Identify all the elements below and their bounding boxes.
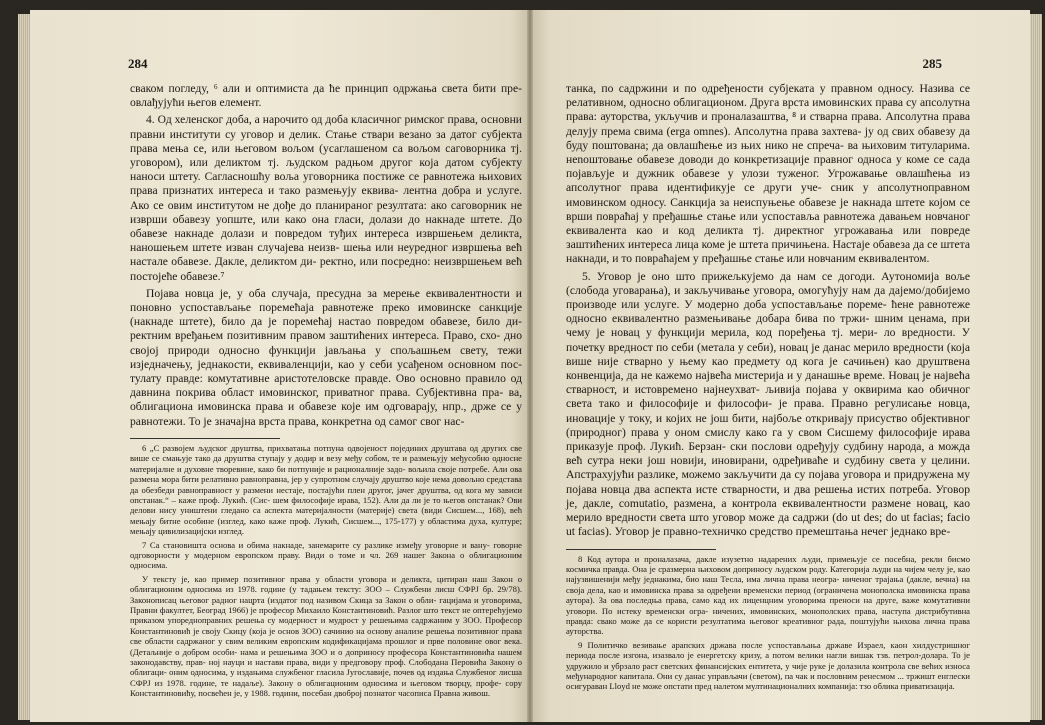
footnote: 8 Код аутора и проналазача, дакле изузетно надарених људи, примењује се посебна, рекли бисмо космичка правда. Она је сразмерна њиховом доприносу људском роду. Категорија људи на чијем челу је, као најузвишенији међу једнакима, био наш Тесла, има лична права неогра- ниченог трајања (дакле, вечна) на своја дела, као и имовинска права за одређени временски период (ограничена монополска имовинска права аутора). За ова последња права, само кад их лиценцним уговорима преноси на друге, важе комутативни уговори. По истеку временски огра- ничених, имовинских, монополских права, наступа дистрибутивна правда: свако може да се користи резултатима његовог креативног рада, поштујући њихова лична права ауторства. — [566, 553, 970, 637]
page-number: 284 — [128, 56, 148, 71]
footnote-divider — [566, 549, 716, 550]
left-page — [30, 10, 530, 722]
paragraph: 4. Од хеленског доба, а нарочито од доба класичног римског права, основни правни институти су уговор и делик. Стање ствари везано за датог субјекта права мења се, или његовом вољом (усаглашеном са вољом саговорника тј. уговором), или деликтом тј. људском радњом другог која датом субјекту наноси штету. Сагласношћу воља уговорника постиже се равнотежа њихових права признатих интереса и тако размењују еквива- лентна добра и услуге. Ако се овим институтом не дође до планираног резултата: ако саговорник не изврши обавезу уопште, или како она гласи, долази до накнаде штете. До обавезе накнаде долази и повредом туђих интереса извршењем деликта, наношењем штете изван случајева неизв- шења или неуредног извршења већ настале обавезе. Дакле, деликтом ди- ректно, или посредно: неизвршењем већ постојеће обавезе.⁷ — [130, 113, 522, 283]
paragraph: сваком погледу, ⁶ али и оптимиста да ће принцип одржања света бити пре- овлађујући његов елемент. — [130, 82, 522, 110]
footnote-divider — [130, 438, 280, 439]
footnote: 6 „С развојем људског друштва, прихватања потпуна одвојеност појединих друштава од других све више се смањује тако да друштва ступају у додир и везу међу собом, те и размењују међусобно односне материјалне и духовне творевине, како би потпуније и рационалније задо- вољила своје потребе. Али ова размена мора бити релативно равноправна, јер у супротном случају друштво које нема довољно средстава да обезбеди равноправност у размени нестаје, постајући плен другог, јачег друштва, од кога му зависи опстанак.“ – каже проф. Лукић. (Сис- шем философије ирава, 152). Али да ли је то његов опстанак? Ови делови нису уништени гледано са аспекта материјалности (материје) света (види Сисшем..., 168), већ мењају битне особине (изглед, како каже проф. Лукић, Сисшем..., 175-177) у областима духа, културе; мењају цивилизацијски изглед. — [130, 442, 522, 537]
page-number: 285 — [922, 56, 942, 71]
footnotes — [130, 443, 522, 699]
body-text — [566, 82, 970, 694]
book-gutter — [527, 10, 533, 722]
right-page — [530, 10, 1030, 722]
right-page-edge — [1030, 14, 1042, 720]
footnotes — [566, 554, 970, 692]
paragraph: Појава новца је, у оба случаја, пресудна за мерење еквивалентности и поновно успостављање поремећаја равнотеже преко имовинске санкције (накнаде штете), било да је поремећај настао повредом обавезе, било ди- ректним вређањем позитивним правом заштићених интереса. Право, схо- дно својој природи односно функцији јављања у спољашњем свету, тежи изједначењу, једнакости, еквиваленцији, као у себи усађеном основном пос- тулату правде: комутативне аристотеловске правде. Ово основно правило од давнина покрива област имовинског, приватног права. Субјективна пра- ва, облигациона имовинска права и обавезе које им одговарају, нпр., држе се у равнотежи. То је значајна врста права, конкретна од самог свог нас- — [130, 286, 522, 428]
body-text — [130, 82, 522, 701]
left-page-edge — [18, 14, 30, 720]
footnote: 7 Са становишта основа и обима накнаде, занемарите су разлике између уговорне и вану- говорне одговорности у модерном европском праву. Види о томе и чл. 269 нашег Закона о облигационим односима. — [130, 539, 522, 571]
footnote: У тексту је, као пример позитивног права у области уговора и деликта, цитиран наш Закон о облигационим односима из 1978. године (у тадањем тексту: ЗОО – Службени лисш СФРЈ бр. 29/78). Законописац његовог радног нацрта (издатог под називом Скица за Закон о обли- гацијама и уговорима, Правни факултет, Београд 1966) је професор Михаило Константиновић. Разлог што текст не оптерећујемо приказом упоредноправних решења су модерност и мудрост у решењима садржаним у ЗОО. Професор Константиновић је своју Скицу (која је основ ЗОО) сачинио на основу анализе решења позитивног права све области садржаног у свим великим европским кодификацијама прошлог и прве половине овог века. (Детаљније о добром особи- нама и решењима ЗОО и о доприносу професора Константиновића нашем законодавству, прав- ној науци и настави права, види у предговору проф. Слободана Перовића Закону о облигаци- оним односима, у издањима службеног гласила Југославије, почев од издања Службеног лисша СФРЈ из 1978. године, те надаље). Закону о облигационим односима и његовом творцу, профе- сору Константиновићу, посвећен је, у 1988. години, посебан двоброј познатог часописа Правна живош. — [130, 573, 522, 699]
footnote: 9 Политичко везивање арапских држава после успостављања државе Израел, каон хилдустришног периода после изгона, изазвало је енергетску кризу, а потом велики нагли вишак тзв. петрол-долара. То је удружило и убрзало раст светских финансијских ентитета, у чије руке је долазила контрола све већих износа међународног капитала. Они су данас управљачи (светом), па чак и пословним ренесмом ... тржишт енглески осигураван Lloyd не може опстати пред налетом мултинационалних компанија: тзо облика приватизација. — [566, 639, 970, 692]
paragraph: танка, по садржини и по одређености субјеката у правном односу. Назива се релативном, односно облигационом. Друга врста имовинских права су апсолутна права: ауторства, укључив и проналазаштва, ⁸ и стварна права. Апсолутна права делују према свима (erga omnes). Апсолутна права захтева- ју од свих обавезу да буду поштована; да овлашћење из њих нико не спреча- ва њиховим титуларима. неnоштовање обавезе доводи до конкретизације правног односа у коме се сада појављује и дужник обавезе у улози туженог. Угрожавање овлашћења из апсолутног права идентификује се други уче- сник у апсолутноправном имовинском односу. Санкција за неиспуњење обавезе је накнада штете којом се врши повраћај у пређашње стање или успоставља равнотежа давањем новчаног еквивалента као и код деликта тј. директног угрожавања или повреде заштићених интереса лица коме је штета причињена. Настаје обавеза да се штета накнади, и то повраћајем у пређашње стање или новчаним еквивалентом. — [566, 82, 970, 266]
paragraph: 5. Уговор је оно што прижељкујемо да нам се догоди. Аутономија воље (слобода уговарања), и закључивање уговора, омогућују нам да дајемо/добијемо производе или услуге. У модерно доба успостављање пореме- ћене равнотеже односно еквивалентно размењивање добара бива по тржи- шним ценама, при чему је новац у функцији мерила, код поређења тј. мери- ло вредности. У почетку вредност по себи (метала у себи), новац је данас мерило вредности (која више није стварно у њему као предмету од кога је сачињен) као друштвена конвенција, да не кажемо највећа мистерија и у данашње време. Новац је највећа стварност, и истовремено најнеухват- љивија појава у оквирима као обичног света тако и философије и философи- је права. Правно регулисање новца, иновације у току, и којих не још бити, најбоље откривају присуство објективног (природног) права у оном смислу како га у свом Сисшему философије ирава приказује проф. Лукић. Берзан- ски послови одређују судбину народа, а можда већ сутра неки још новији, иновирани, одређиваће и судбину света у целини. Апстрахујући разлике, можемо закључити да су појава уговора и придружена му појава новца два аспекта исте стварности, и два решења истих потреба. Уговор је, дакле, comutatio, размена, а контрола еквивалентности размене новац, као мерило вредности света што уговор може да садржи (do ut des; do ut facias; facio ut facias). Уговор је правно-техничко средство премештања нечег једнако вре- — [566, 269, 970, 539]
